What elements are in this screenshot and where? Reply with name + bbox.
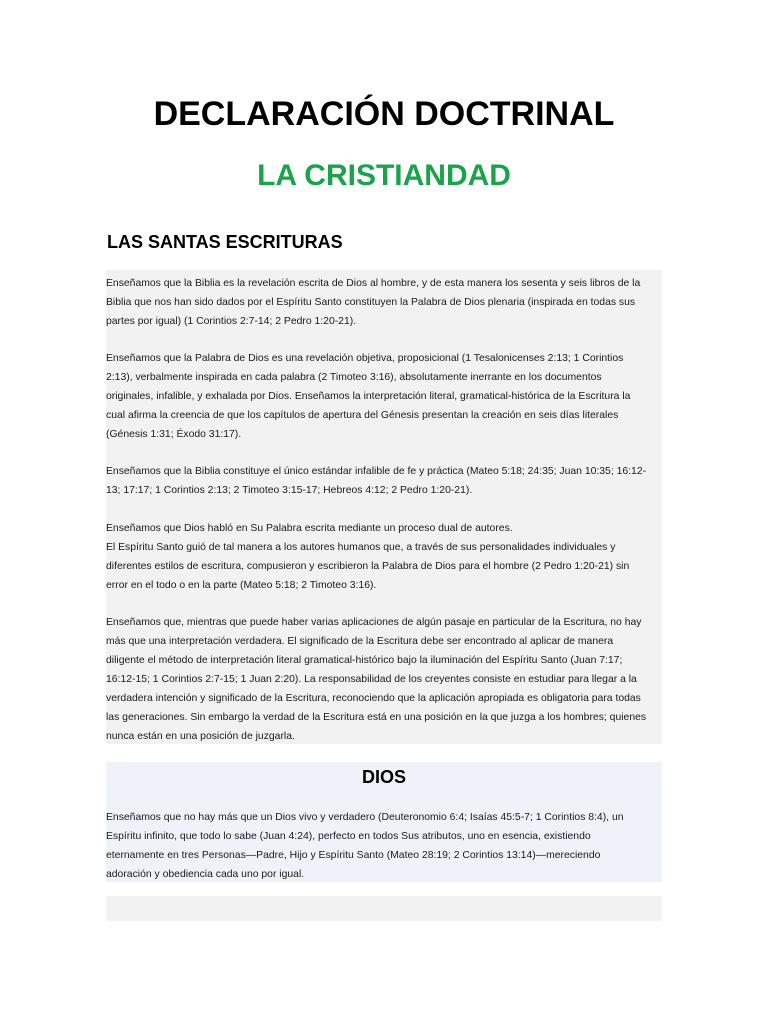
paragraph-line: más que una interpretación verdadera. El significado de la Escritura debe ser encontrado al aplicar de manera xyxy=(106,636,614,647)
scriptures-paragraph-4 xyxy=(106,519,662,595)
paragraph-line: partes por igual) (1 Corintios 2:7-14; 2 Pedro 1:20-21). xyxy=(106,316,357,327)
paragraph-line: Espíritu infinito, que todo lo sabe (Juan 4:24), perfecto en todos Sus atributos, uno en esencia, existiendo xyxy=(106,831,591,842)
paragraph-line: las generaciones. Sin embargo la verdad de la Escritura está en una posición en la que juzga a los hombres; quienes xyxy=(106,712,647,723)
scriptures-paragraph-3 xyxy=(106,462,662,500)
paragraph-line: Enseñamos que Dios habló en Su Palabra escrita mediante un proceso dual de autores. xyxy=(106,523,513,534)
paragraph-line: Enseñamos que no hay más que un Dios vivo y verdadero (Deuteronomio 6:4; Isaías 45:5-7; 1 Corintios 8:4), un xyxy=(106,812,624,823)
paragraph-line: 16:12-15; 1 Corintios 2:7-15; 1 Juan 2:20). La responsabilidad de los creyentes consiste en estudiar para llegar a la xyxy=(106,674,637,685)
page-subtitle: LA CRISTIANDAD xyxy=(257,159,511,192)
scriptures-paragraph-2 xyxy=(106,349,662,444)
paragraph-line: (Génesis 1:31; Éxodo 31:17). xyxy=(106,429,242,440)
paragraph-line: diferentes estilos de escritura, compusieron y escribieron la Palabra de Dios para el hombre (2 Pedro 1:20-21) sin xyxy=(106,561,630,572)
scriptures-paragraph-5 xyxy=(106,613,662,746)
paragraph-line: error en el todo o en la parte (Mateo 5:18; 2 Timoteo 3:16). xyxy=(106,580,377,591)
paragraph-line: eternamente en tres Personas—Padre, Hijo y Espíritu Santo (Mateo 28:19; 2 Corintios 13:14)—mereciendo xyxy=(106,850,601,861)
paragraph-line: cual afirma la creencia de que los capítulos de apertura del Génesis presentan la creación en seis días literales xyxy=(106,410,619,421)
paragraph-line: adoración y obediencia cada uno por igual. xyxy=(106,869,305,880)
paragraph-line: verdadera intención y significado de la Escritura, reconociendo que la aplicación apropiada es obligatoria para todas xyxy=(106,693,641,704)
paragraph-line: diligente el método de interpretación literal gramatical-histórico bajo la iluminación del Espíritu Santo (Juan 7:17; xyxy=(106,655,623,666)
paragraph-line: Enseñamos que la Palabra de Dios es una revelación objetiva, proposicional (1 Tesalonicenses 2:13; 1 Corintios xyxy=(106,353,624,364)
section-heading-scriptures: LAS SANTAS ESCRITURAS xyxy=(107,232,343,252)
next-section-placeholder xyxy=(106,896,662,921)
paragraph-line: Enseñamos que, mientras que puede haber varias aplicaciones de algún pasaje en particular de la Escritura, no hay xyxy=(106,617,642,628)
paragraph-line: Enseñamos que la Biblia constituye el único estándar infalible de fe y práctica (Mateo 5:18; 24:35; Juan 10:35; 16:12- xyxy=(106,466,647,477)
paragraph-line: Enseñamos que la Biblia es la revelación escrita de Dios al hombre, y de esta manera los sesenta y seis libros de la xyxy=(106,278,641,289)
scriptures-section xyxy=(106,270,662,744)
paragraph-line: 2:13), verbalmente inspirada en cada palabra (2 Timoteo 3:16), absolutamente inerrante en los documentos xyxy=(106,372,602,383)
paragraph-line: nunca están en una posición de juzgarla. xyxy=(106,731,295,742)
section-heading-god: DIOS xyxy=(361,767,406,787)
god-section xyxy=(106,762,662,882)
page-title: DECLARACIÓN DOCTRINAL xyxy=(153,95,615,133)
god-paragraph-1 xyxy=(106,808,662,884)
scriptures-paragraph-1 xyxy=(106,274,662,331)
paragraph-line: Biblia que nos han sido dados por el Espíritu Santo constituyen la Palabra de Dios plenaria (inspirada en todas sus xyxy=(106,297,636,308)
paragraph-line: originales, infalible, y exhalada por Dios. Enseñamos la interpretación literal, gramatical-histórica de la Escritura la xyxy=(106,391,631,402)
paragraph-line: 13; 17:17; 1 Corintios 2:13; 2 Timoteo 3:15-17; Hebreos 4:12; 2 Pedro 1:20-21). xyxy=(106,485,473,496)
paragraph-line: El Espíritu Santo guió de tal manera a los autores humanos que, a través de sus personalidades individuales y xyxy=(106,542,616,553)
